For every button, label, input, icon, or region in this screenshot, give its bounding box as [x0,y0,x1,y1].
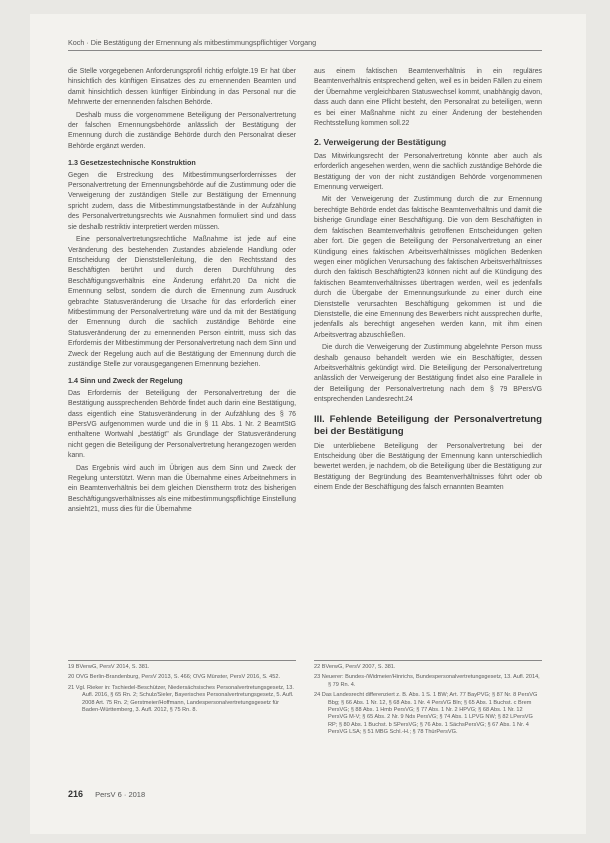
section-heading-1-4: 1.4 Sinn und Zweck der Regelung [68,376,183,386]
footnote-rule-left [68,660,296,661]
footnote: 19 BVerwG, PersV 2014, S. 381. [68,664,150,670]
footnote: 20 OVG Berlin-Brandenburg, PersV 2013, S. 466; OVG Münster, PersV 2016, S. 452. [68,674,281,681]
paragraph: Das Erfordernis der Beteiligung der Personalvertretung der die Bestätigung aussprechenden Behörde findet auch darin eine Bestätigung, dass eigentlich eine Statusveränderung in der Aufzählung des § 76 BPersVG aufgenommen wurde und die in § 11 Abs. 1 Nr. 2 BeamtStG enthaltene Wortwahl „bestätigt" als Grundlage der Statusveränderung nicht gegen die Beteiligung der Personalvertretung herangezogen werden kann. [68,389,296,460]
page-number: 216 [68,789,84,799]
paragraph: Die durch die Verweigerung der Zustimmung abgelehnte Person muss deshalb genauso behandelt werden wie ein Beschäftigter, dessen Arbeitsverhältnis gekündigt wird. Die Beteiligung der Personalvertretung anlässlich der Verweigerung der Bestätigung findet also eine Parallele in der Beteiligung der Personalvertretung nach dem § 79 BPersVG entsprechenden Landesrecht.24 [314,344,542,404]
footnote: 23 Neuerer: Bundes-/Widmeier/Hinrichs, Bundespersonalvertretungsgesetz, 13. Aufl. 2014, § 79 Rn. 4. [314,674,540,688]
footnote: 21 Vgl. Rieker in: Tschiedel-Beschützer, Niedersächsisches Personalvertretungsgesetz, 13. Aufl. 2016, § 65 Rn. 2; Schulz/Sieler, Bayerisches Personalvertretungsgesetz, 5. Aufl. 2008 Art. 75 Rn. 2; Gerstmeier/Hoffmann, Landespersonalvertretungsgesetz für Baden-Württemberg, 3. Aufl. 2012, § 75 Rn. 8. [68,684,294,714]
paragraph: aus einem faktischen Beamtenverhältnis in ein reguläres Beamtenverhältnis entsprechend gelten, weil es in beiden Fällen zu einem der Übernahme vergleichbaren Statuswechsel kommt, unabhängig davon, dass auch dann eine Pflicht besteht, den Personalrat zu beteiligen, wenn es bei einer Maßnahme nicht zu einer Änderung der bestehenden Rechtsstellung kommen soll.22 [314,68,542,128]
footnote-rule-right [314,660,542,661]
section-heading-III: III. Fehlende Beteiligung der Personalvertretung bei der Bestätigung [314,413,542,437]
right-column [314,67,542,496]
left-column [68,67,296,518]
paragraph: Mit der Verweigerung der Zustimmung durch die zur Ernennung berechtigte Behörde endet das faktische Beamtenverhältnis und damit die bisherige Grundlage einer Beschäftigung. Die von dem Beschäftigten in dem faktischen Beamtenverhältnis getroffenen Entscheidungen gelten aber fort. Die gegen die Beteiligung der Personalvertretung an einer Kündigung eines faktischen Arbeitsverhältnisses möglichen Bedenken wegen einer möglichen Verursachung des faktischen Arbeitsverhältnisses durch den faktisch Beschäftigten23 können nicht auf die Kündigung des faktischen Beamtenverhältnisses übertragen werden, weil es jedenfalls durch die Übergabe der Ernennungsurkunde zu einer durch eine Dienststelle verursachten Beschäftigung gekommen ist und die Dienststelle, die eine Ernennung des Bewerbers nicht aussprechen durfte, jedenfalls als berechtigt angesehen werden kann, mit ihm einen Arbeitsvertrag abzuschließen. [314,196,542,339]
page-footer [68,789,145,799]
paragraph: Die unterbliebene Beteiligung der Personalvertretung bei der Entscheidung über die Bestätigung der Ernennung kann unterschiedlich bewertet werden, je nachdem, ob die Beteiligung über die Bestätigung zur Bestätigung der Begründung des Beamtenverhältnisses führt oder ob einem Ende der Beschäftigung des falsch ernannten Beamten [314,442,542,492]
footnotes-left [68,664,296,717]
running-head: Koch · Die Bestätigung der Ernennung als mitbestimmungspflichtiger Vorgang [68,38,317,47]
header-rule [68,50,542,51]
footnote: 22 BVerwG, PersV 2007, S. 381. [314,664,396,670]
paragraph: Deshalb muss die vorgenommene Beteiligung der Personalvertretung der falschen Ernennungsbehörde anlässlich der Bestätigung der Ernennung durch die zuständige Behörde durch den Personalrat dieser Behörde ergänzt werden. [68,111,296,150]
paragraph: Das Mitwirkungsrecht der Personalvertretung könnte aber auch als erforderlich angesehen werden, wenn die sachlich zuständige Behörde die Bestätigung der von der nicht zuständigen Behörde vorgenommenen Ernennung verweigert. [314,152,542,192]
section-heading-1-3: 1.3 Gesetzestechnische Konstruktion [68,158,196,168]
section-heading-2: 2. Verweigerung der Bestätigung [314,137,447,148]
footnotes-right [314,664,542,740]
paragraph: Eine personalvertretungsrechtliche Maßnahme ist jede auf eine Veränderung des bestehenden Zustandes abzielende Handlung oder Entscheidung der Dienststellenleitung, die den Rechtsstand des Beschäftigten berührt und durch deren Durchführung des Beschäftigungsverhältnis eine Änderung erfährt.20 Da nicht die Ernennung selbst, sondern die durch die Ernennung zum Ausdruck gebrachte Statusveränderung die Ursache für das erforderlich einer Mitbestimmung der Personalvertretung wäre und da mit der Bestätigung der Ernennung durch die sachlich zuständige Behörde eine Statusveränderung der zu ernennenden Person eintritt, muss sich das Erfordernis der Mitbestimmung der Personalvertretung nach dem Sinn und Zweck der Regelung auch auf die Bestätigung der Ernennung durch die zuständige Stelle zur vorausgegangenen Ernennung beziehen. [68,236,296,368]
paragraph: Das Ergebnis wird auch im Übrigen aus dem Sinn und Zweck der Regelung unterstützt. Wenn man die Übernahme eines Arbeitnehmers in ein Beamtenverhältnis bei dem gleichen Dienstherrn trotz des bisherigen Beschäftigungsverhältnisses als eine mitbestimmungspflichtige Einstellung ansieht21, muss dies für die Übernahme [68,464,296,514]
journal-issue: PersV 6 · 2018 [95,790,146,799]
footnote: 24 Das Landesrecht differenziert z. B. Abs. 1 S. 1 BW; Art. 77 BayPVG; § 87 Nr. 8 PersVG Bbg; § 66 Abs. 1 Nr. 12, § 68 Abs. 1 Nr. 4 PersVG Bln; § 65 Abs. 1 Buchst. c Brem PersVG; § 88 Abs. 1 Hmb PersVG; § 77 Abs. 1 Nr. 2 HPVG; § 68 Abs. 1 Nr. 12 PersVG M-V; § 65 Abs. 2 Nr. 9 Nds PersVG; § 74 Abs. 1 LPVG NW; § 82 LPersVG RP; § 80 Abs. 1 Buchst. b SPersVG; § 76 Abs. 1 SächsPersVG; § 67 Abs. 1 Nr. 4 PersVG LSA; § 51 MBG Schl.-H.; § 78 ThürPersVG. [314,692,538,736]
paragraph: Gegen die Erstreckung des Mitbestimmungserfordernisses der Personalvertretung der Ernennungsbehörde auf die Zustimmung oder die Verweigerung der zuständigen Stelle zur Bestätigung der Ernennung spricht zudem, dass die Mitbestimmungstatbestände in der Aufzählung des Personalvertretungsrechts wie Ausnahmen formuliert sind und dass sie deshalb restriktiv interpretiert werden müssen. [68,171,296,231]
paragraph: die Stelle vorgegebenen Anforderungsprofil richtig erfolgte.19 Er hat über hinsichtlich des künftigen Einsatzes des zu ernennenden Beamten und damit hinsichtlich dessen künftiger Einbindung in das Personal nur die Mehrwerte der ernennenden falschen Behörde. [68,68,296,107]
